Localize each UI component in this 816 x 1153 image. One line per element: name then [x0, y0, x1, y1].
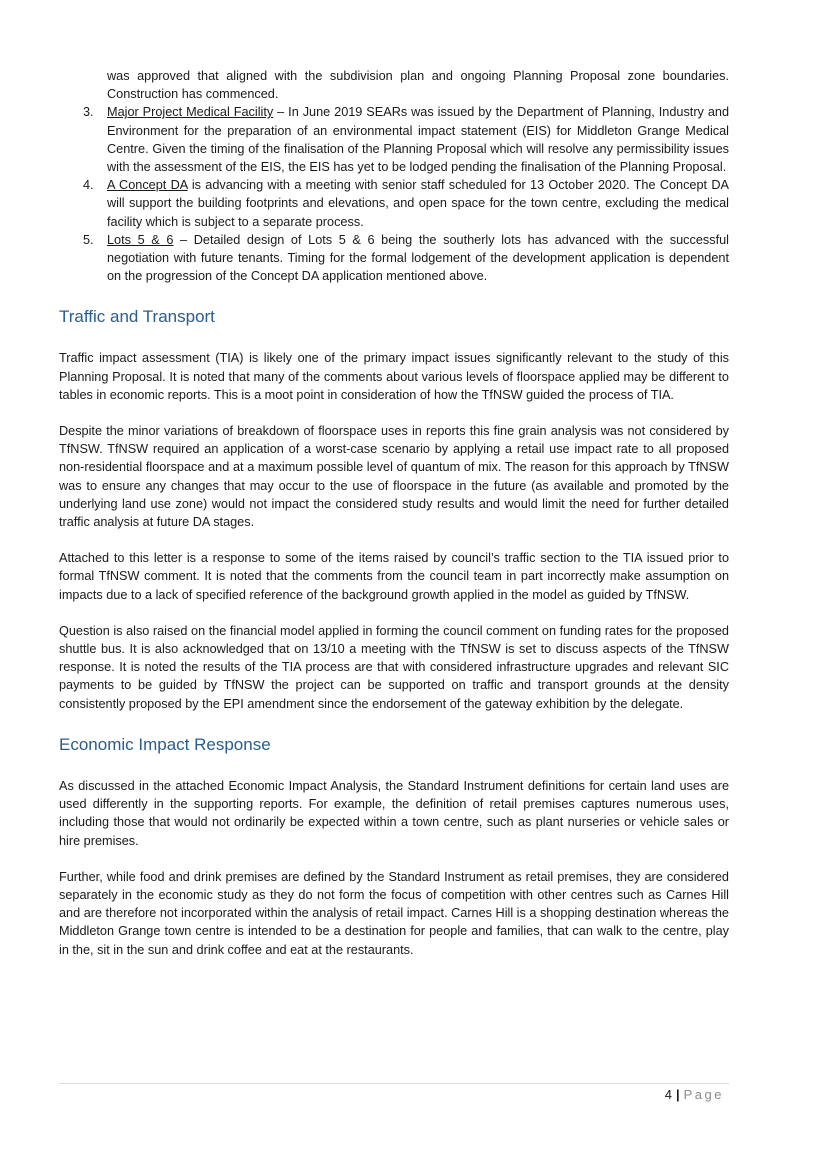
list-item-title: Lots 5 & 6: [107, 232, 174, 247]
page-footer: [665, 1087, 724, 1102]
economic-paragraph: As discussed in the attached Economic Impact Analysis, the Standard Instrument definitions for certain land uses are used differently in the supporting reports. For example, the definition of retail premises captures numerous uses, including those that would not ordinarily be expected within a town centre, such as plant nurseries or vehicle sales or hire premises.: [59, 778, 729, 848]
list-item: [59, 103, 729, 176]
list-item-number: 3.: [83, 105, 94, 120]
list-item: [59, 176, 729, 231]
section-heading-traffic: Traffic and Transport: [59, 307, 215, 327]
page-label: Page: [683, 1087, 724, 1102]
list-item-title: Major Project Medical Facility: [107, 105, 274, 120]
page-number: 4: [664, 1087, 672, 1102]
footer-divider: [59, 1083, 729, 1084]
list-item-text: – Detailed design of Lots 5 & 6 being the southerly lots has advanced with the successful negotiation with future tenants. Timing for the formal lodgement of the development application is dependent on the progression of the Concept DA application mentioned above.: [107, 232, 729, 284]
footer-separator: |: [675, 1087, 680, 1102]
economic-paragraph: Further, while food and drink premises are defined by the Standard Instrument as retail premises, they are considered separately in the economic study as they do not form the focus of competition with other centres such as Carnes Hill and are therefore not incorporated within the analysis of retail impact. Carnes Hill is a shopping destination whereas the Middleton Grange town centre is intended to be a destination for people and families, that can walk to the centre, play in the, sit in the sun and drink coffee and eat at the restaurants.: [59, 869, 729, 957]
traffic-paragraph: Question is also raised on the financial model applied in forming the council comment on funding rates for the proposed shuttle bus. It is also acknowledged that on 13/10 a meeting with the TfNSW is set to discuss aspects of the TfNSW response. It is noted the results of the TIA process are that with considered infrastructure upgrades and relevant SIC payments to be guided by TfNSW the project can be supported on traffic and transport grounds at the density consistently proposed by the EPI amendment since the endorsement of the gateway exhibition by the delegate.: [59, 623, 729, 711]
section-heading-economic: Economic Impact Response: [59, 734, 271, 754]
list-item-text: is advancing with a meeting with senior staff scheduled for 13 October 2020. The Concept DA will support the building footprints and elevations, and open space for the town centre, excluding the medical facility which is subject to a separate process.: [107, 178, 729, 229]
list-item-number: 5.: [83, 232, 94, 247]
numbered-list: [59, 103, 729, 285]
traffic-paragraph: Despite the minor variations of breakdown of floorspace uses in reports this fine grain analysis was not considered by TfNSW. TfNSW required an application of a worst-case scenario by applying a retail use impact rate to all proposed non-residential floorspace and at a maximum possible level of quantum of mix. The reason for this approach by TfNSW was to ensure any changes that may occur to the use of floorspace in the future (as available and promoted by the underlying land use zone) would not impact the considered study results and would limit the need for further detailed traffic analysis at future DA stages.: [59, 424, 729, 530]
list-item-number: 4.: [83, 178, 94, 193]
traffic-paragraph: Traffic impact assessment (TIA) is likely one of the primary impact issues significantly relevant to the study of this Planning Proposal. It is noted that many of the comments about various levels of floorspace applied may be different to tables in economic reports. This is a moot point in consideration of how the TfNSW guided the process of TIA.: [59, 351, 729, 402]
page-content: [59, 67, 729, 959]
list-continuation-text: was approved that aligned with the subdivision plan and ongoing Planning Proposal zone boundaries. Construction has commenced.: [107, 69, 729, 102]
list-item: [59, 231, 729, 286]
list-item-title: A Concept DA: [107, 178, 188, 193]
traffic-paragraph: Attached to this letter is a response to some of the items raised by council’s traffic section to the TIA issued prior to formal TfNSW comment. It is noted that the comments from the council team in part incorrectly make assumption on impacts due to a lack of specified reference of the background growth applied in the model as guided by TfNSW.: [59, 551, 729, 602]
list-item-text: – In June 2019 SEARs was issued by the Department of Planning, Industry and Environment for the preparation of an environmental impact statement (EIS) for Middleton Grange Medical Centre. Given the timing of the finalisation of the Planning Proposal which will resolve any permissibility issues with the assessment of the EIS, the EIS has yet to be lodged pending the finalisation of the Planning Proposal.: [107, 105, 730, 175]
